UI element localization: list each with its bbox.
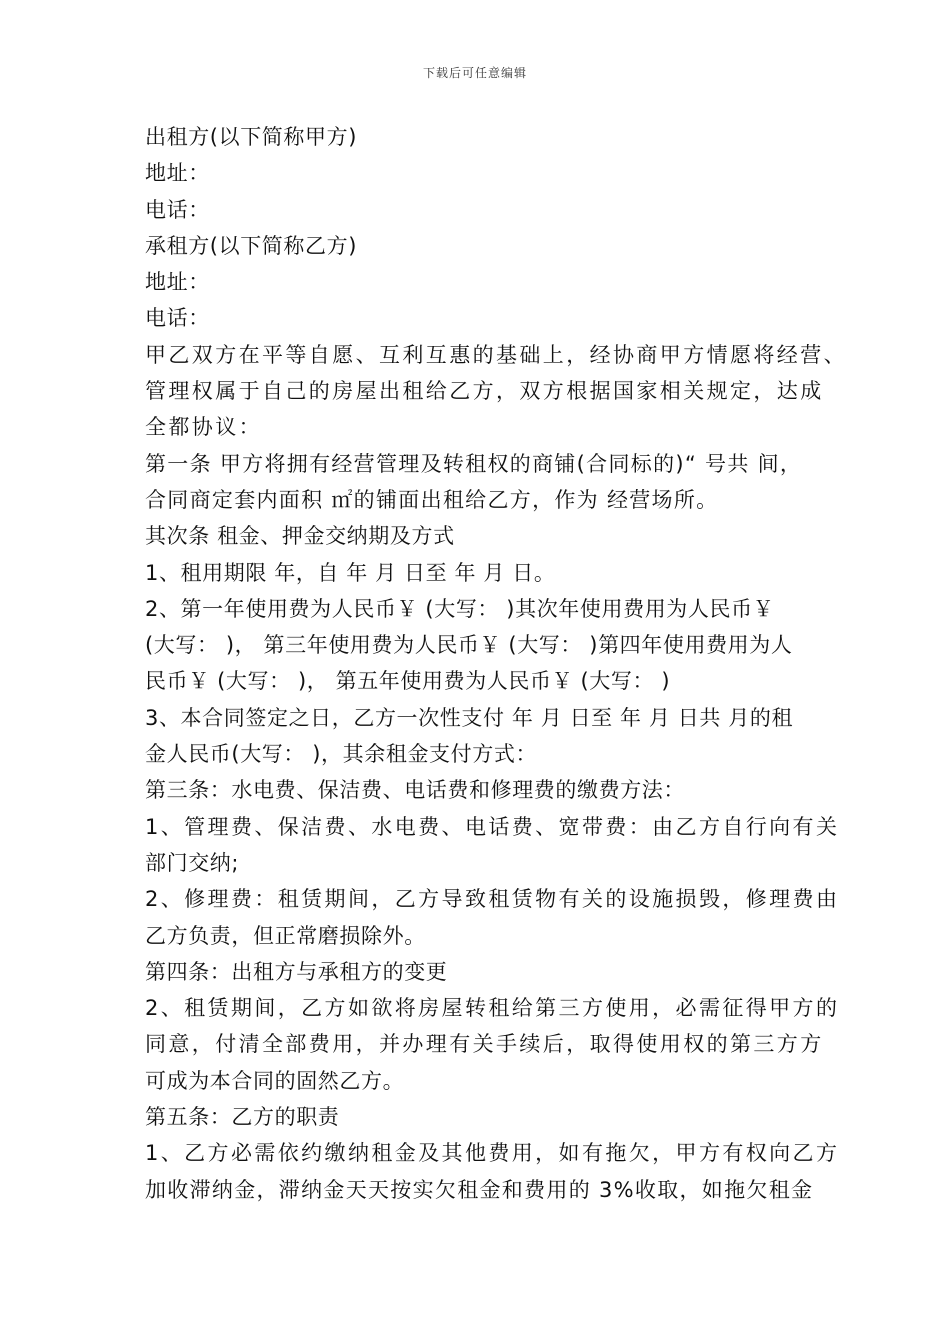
text-line: 3、本合同签定之日，乙方一次性支付 年 月 日至 年 月 日共 月的租 (145, 705, 794, 730)
contract-body (145, 119, 847, 1208)
text-line: (大写： )， 第三年使用费为人民币￥ (大写： )第四年使用费用为人 (145, 633, 793, 658)
text-line: 承租方(以下简称乙方) (145, 233, 357, 258)
text-line: 2、租赁期间，乙方如欲将房屋转租给第三方使用，必需征得甲方的 (145, 996, 840, 1021)
text-line: 1、管理费、保洁费、水电费、电话费、宽带费：由乙方自行向有关 (145, 814, 840, 839)
text-line: 第一条 甲方将拥有经营管理及转租权的商铺(合同标的)“ 号共 间， (145, 451, 803, 476)
text-line: 乙方负责，但正常磨损除外。 (145, 923, 426, 948)
text-line: 民币￥ (大写： )， 第五年使用费为人民币￥ (大写： ) (145, 669, 671, 694)
text-line: 电话： (145, 306, 210, 331)
text-line: 第三条：水电费、保洁费、电话费和修理费的缴费方法： (145, 778, 685, 803)
text-line: 全都协议： (145, 415, 262, 440)
text-line: 地址： (145, 161, 210, 186)
text-line: 地址： (145, 270, 210, 295)
text-line: 同意，付清全部费用，并办理有关手续后，取得使用权的第三方方 (145, 1032, 824, 1057)
text-line: 出租方(以下简称甲方) (145, 125, 357, 149)
text-line: 可成为本合同的固然乙方。 (145, 1068, 405, 1093)
text-line: 部门交纳; (145, 850, 240, 875)
text-line: 加收滞纳金，滞纳金天天按实欠租金和费用的 3%收取，如拖欠租金 (145, 1177, 814, 1202)
text-line: 2、修理费：租赁期间，乙方导致租赁物有关的设施损毁，修理费由 (145, 887, 840, 912)
text-line: 金人民币(大写： )，其余租金支付方式： (145, 742, 538, 767)
page-header: 下载后可任意编辑 (422, 66, 527, 80)
text-line: 2、第一年使用费为人民币￥ (大写： )其次年使用费用为人民币￥ (145, 596, 775, 621)
text-line: 甲乙双方在平等自愿、互利互惠的基础上，经协商甲方情愿将经营、 (145, 342, 847, 367)
text-line: 1、乙方必需依约缴纳租金及其他费用，如有拖欠，甲方有权向乙方 (145, 1141, 840, 1166)
text-line: 合同商定套内面积 ㎡的铺面出租给乙方，作为 经营场所。 (145, 487, 719, 512)
text-line: 管理权属于自己的房屋出租给乙方，双方根据国家相关规定，达成 (145, 379, 824, 404)
text-line: 电话： (145, 197, 210, 222)
text-line: 其次条 租金、押金交纳期及方式 (145, 524, 455, 549)
text-line: 1、租用期限 年，自 年 月 日至 年 月 日。 (145, 560, 556, 585)
text-line: 第四条：出租方与承租方的变更 (145, 959, 448, 984)
text-line: 第五条：乙方的职责 (145, 1105, 340, 1130)
